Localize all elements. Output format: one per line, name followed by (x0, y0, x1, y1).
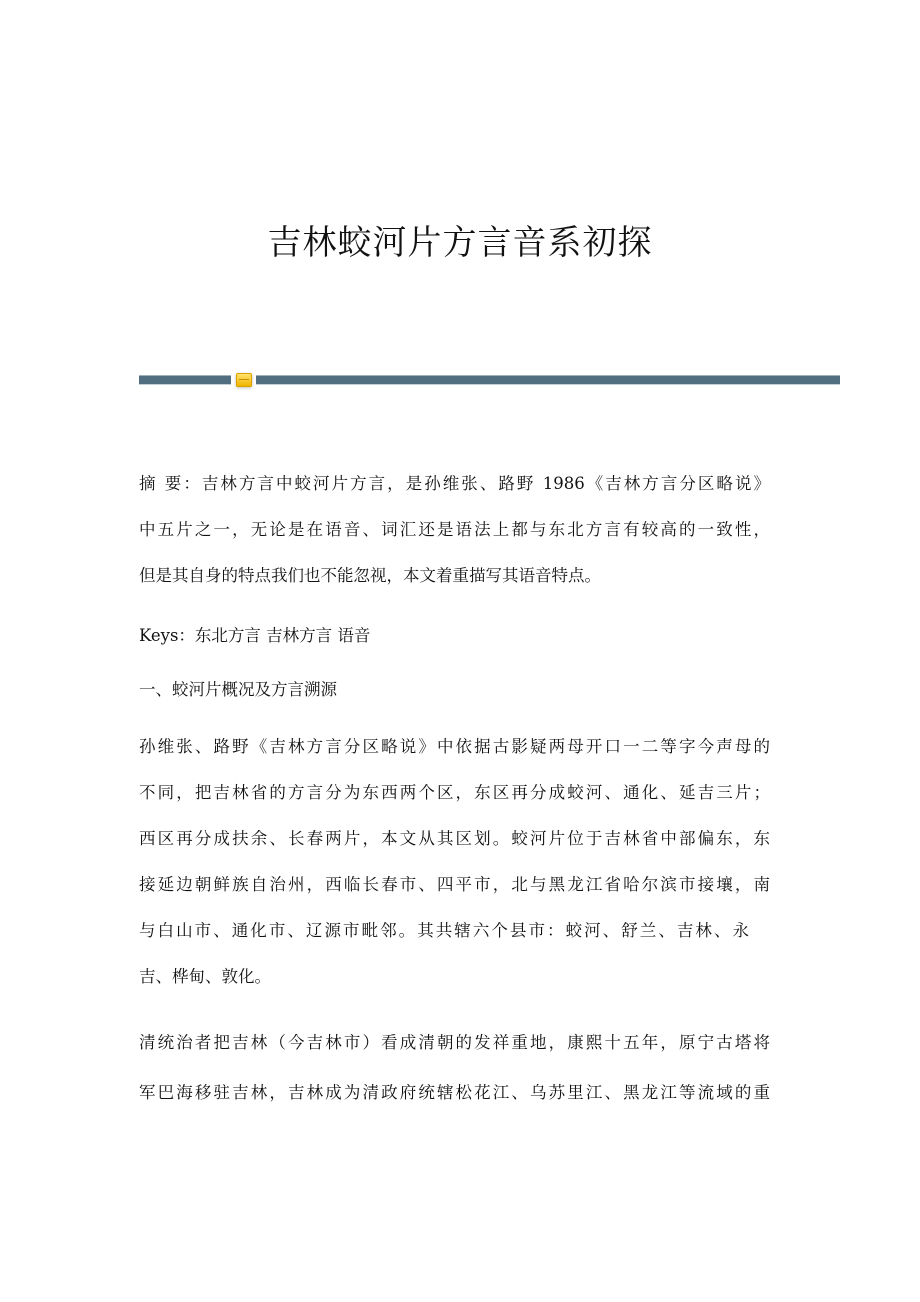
divider-right (256, 375, 840, 385)
abstract-line: 但是其自身的特点我们也不能忽视，本文着重描写其语音特点。 (139, 566, 601, 585)
paragraph-line: 西区再分成扶余、长春两片，本文从其区划。蛟河片位于吉林省中部偏东，东 (139, 829, 770, 848)
paragraph-line: 与白山市、通化市、辽源市毗邻。其共辖六个县市：蛟河、舒兰、吉林、永 (139, 921, 749, 940)
paragraph-line: 接延边朝鲜族自治州，西临长春市、四平市，北与黑龙江省哈尔滨市接壤，南 (139, 875, 770, 894)
paragraph-line: 军巴海移驻吉林，吉林成为清政府统辖松花江、乌苏里江、黑龙江等流域的重 (139, 1083, 770, 1102)
paragraph-line: 吉、桦甸、敦化。 (139, 967, 271, 986)
section-heading: 一、蛟河片概况及方言溯源 (139, 680, 337, 699)
paragraph-line: 不同，把吉林省的方言分为东西两个区，东区再分成蛟河、通化、延吉三片； (139, 783, 770, 802)
abstract-line: 摘 要：吉林方言中蛟河片方言，是孙维张、路野 1986《吉林方言分区略说》 (139, 474, 770, 493)
paragraph-line: 孙维张、路野《吉林方言分区略说》中依据古影疑两母开口一二等字今声母的 (139, 737, 770, 756)
keywords: Keys：东北方言 吉林方言 语音 (139, 626, 371, 645)
paragraph-line: 清统治者把吉林（今吉林市）看成清朝的发祥重地，康熙十五年，原宁古塔将 (139, 1033, 770, 1052)
abstract-line: 中五片之一，无论是在语音、词汇还是语法上都与东北方言有较高的一致性， (139, 520, 770, 539)
divider-ornament-icon (236, 373, 252, 387)
document-title: 吉林蛟河片方言音系初探 (267, 223, 653, 263)
divider-left (139, 375, 231, 385)
